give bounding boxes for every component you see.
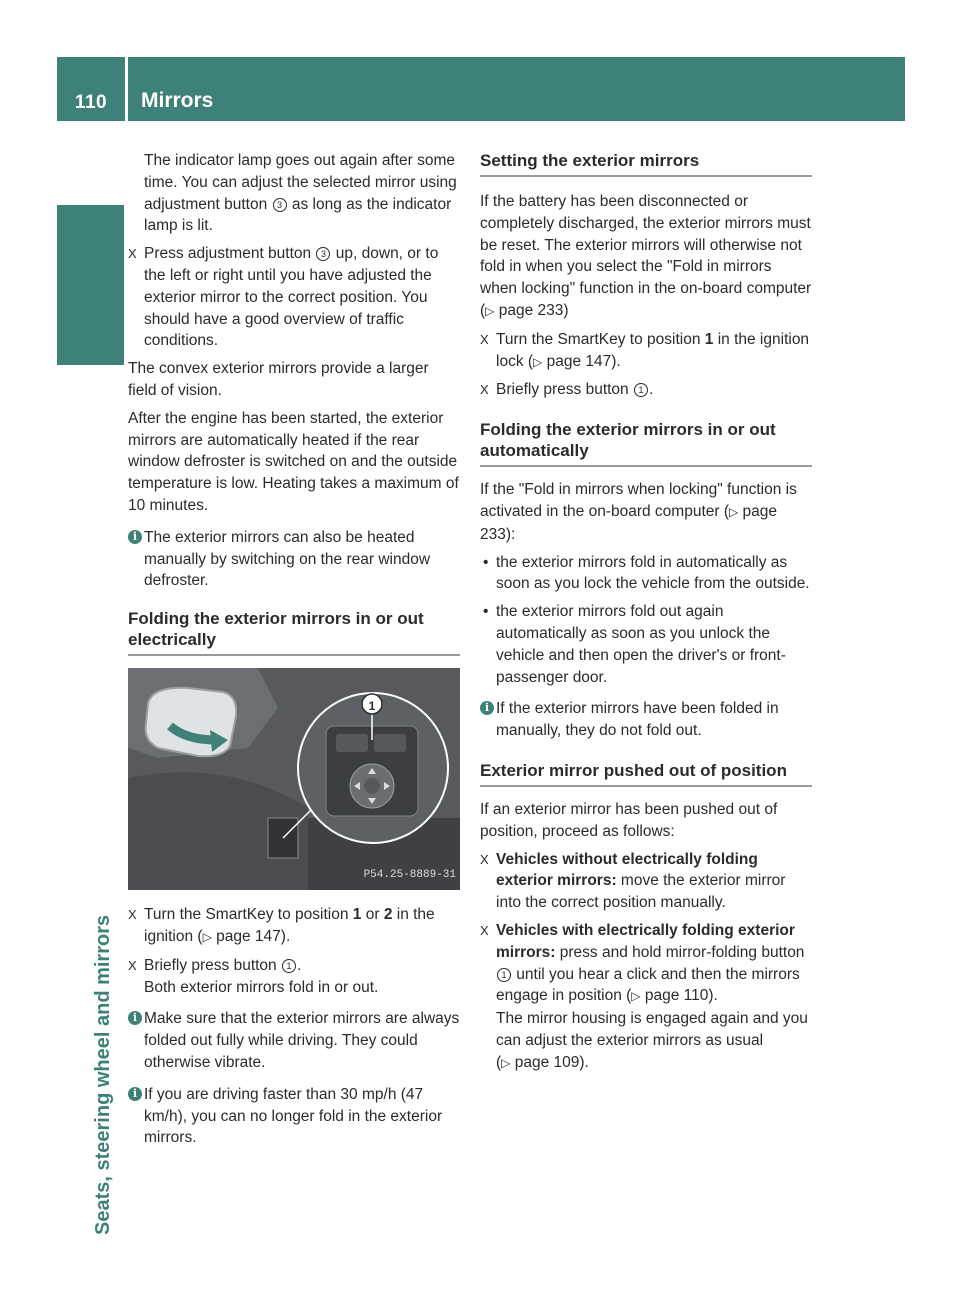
callout-3-icon: 3 [316, 247, 330, 261]
page-ref-link[interactable]: page 109 [514, 1053, 580, 1071]
info-icon: i [480, 701, 494, 715]
left-column [128, 150, 460, 1157]
heading-pushed-out: Exterior mirror pushed out of position [480, 760, 812, 787]
page-ref-icon: ▷ [631, 989, 641, 1004]
page-ref-link[interactable]: page 110 [644, 987, 709, 1005]
paragraph-convex: The convex exterior mirrors provide a larger field of vision. [128, 360, 429, 399]
page-ref-icon: ▷ [202, 929, 212, 944]
info-note-manual: i If the exterior mirrors have been folded in manually, they do not fold out. [480, 698, 812, 742]
side-tab-marker [57, 205, 124, 365]
info-note-heated: i The exterior mirrors can also be heated manually by switching on the rear window defroster. [128, 527, 460, 592]
page-ref-link[interactable]: page 147 [216, 927, 281, 945]
step-arrow-icon: X [128, 957, 137, 973]
paragraph-indicator-lamp: The indicator lamp goes out again after some time. You can adjust the selected mirror using adjustment button 3 as long as the indicator lamp is lit. [144, 152, 457, 235]
step-briefly-press: X Briefly press button 1 . [480, 379, 812, 401]
page-ref-link[interactable]: page 147 [546, 352, 612, 370]
side-tab-label: Seats, steering wheel and mirrors [92, 914, 114, 1235]
page-ref-icon: ▷ [501, 1055, 511, 1070]
step-press-button: X Briefly press button 1 . Both exterior mirrors fold in or out. [128, 956, 379, 996]
bullet-fold-out: • the exterior mirrors fold out again automatically as soon as you unlock the vehicle and then open the driver's or front-passenger door. [483, 603, 786, 686]
figure-code: P54.25-8889-31 [363, 869, 456, 882]
step-turn-smartkey: X Turn the SmartKey to position 1 or 2 in the ignition (▷ page 147). [128, 906, 435, 945]
callout-1-icon: 1 [282, 959, 296, 973]
step-arrow-icon: X [480, 382, 489, 398]
info-icon: i [128, 1087, 142, 1101]
paragraph-heated: After the engine has been started, the exterior mirrors are automatically heated if the rear window defroster is switched on and the outside temperature is low. Heating takes a maximum of 10 minutes. [128, 409, 459, 514]
callout-1-icon: 1 [634, 383, 648, 397]
step-arrow-icon: X [128, 246, 137, 262]
mirror-switch-illustration [128, 668, 460, 890]
page-ref-icon: ▷ [485, 303, 495, 318]
bullet-icon: • [483, 553, 489, 571]
right-column [480, 150, 812, 1081]
info-icon: i [128, 530, 142, 544]
step-arrow-icon: X [480, 331, 489, 347]
step-turn-smartkey-position: X Turn the SmartKey to position 1 in the ignition lock (▷ page 147). [480, 330, 810, 370]
info-note-fold-out: i Make sure that the exterior mirrors are always folded out fully while driving. They could otherwise vibrate. [128, 1008, 460, 1073]
paragraph-pushed-out: If an exterior mirror has been pushed out of position, proceed as follows: [480, 800, 778, 840]
page-number: 110 [74, 92, 108, 113]
info-note-speed: i If you are driving faster than 30 mp/h (47 km/h), you can no longer fold in the exterior mirrors. [128, 1084, 460, 1149]
step-with-folding: X Vehicles with electrically folding exterior mirrors: press and hold mirror-folding button 1 until you hear a click and then the mirrors engage in position (▷ page 110). The mirror housing is engaged again and you can adjust the exterior mirrors as usual (▷ page 109). [480, 921, 808, 1071]
callout-1-icon: 1 [497, 968, 511, 982]
figure-callout-1: 1 [368, 699, 376, 714]
paragraph-fold-when-locking: If the "Fold in mirrors when locking" function is activated in the on-board computer (▷ page 233): [480, 481, 797, 543]
heading-fold-electrically: Folding the exterior mirrors in or out electrically [128, 608, 460, 656]
header-divider [125, 57, 128, 121]
callout-3-icon: 3 [273, 198, 287, 212]
bullet-fold-in: • the exterior mirrors fold in automatically as soon as you lock the vehicle from the outside. [483, 553, 810, 593]
page-ref-icon: ▷ [533, 354, 543, 369]
info-icon: i [128, 1011, 142, 1025]
page-ref-icon: ▷ [729, 504, 739, 519]
step-press-adjustment: X Press adjustment button 3 up, down, or to the left or right until you have adjusted the exterior mirror to the correct position. You should have a good overview of traffic conditions. [128, 245, 439, 350]
figure-mirror-switch [128, 668, 460, 890]
section-title: Mirrors [141, 89, 214, 112]
heading-setting-mirrors: Setting the exterior mirrors [480, 150, 812, 177]
page-ref-link[interactable]: page 233 [498, 301, 564, 319]
bullet-icon: • [483, 603, 489, 621]
page-ref-link[interactable]: page 233 [480, 502, 778, 543]
paragraph-battery: If the battery has been disconnected or completely discharged, the exterior mirrors must be reset. The exterior mirrors will otherwise not fold in when you select the "Fold in mirrors when locking" function in the on-board computer (▷ page 233) [480, 193, 812, 319]
step-without-folding: X Vehicles without electrically folding exterior mirrors: move the exterior mirror into the correct position manually. [480, 850, 786, 912]
step-arrow-icon: X [480, 922, 489, 938]
heading-fold-automatically: Folding the exterior mirrors in or out automatically [480, 419, 812, 467]
step-arrow-icon: X [128, 907, 137, 923]
step-arrow-icon: X [480, 851, 489, 867]
